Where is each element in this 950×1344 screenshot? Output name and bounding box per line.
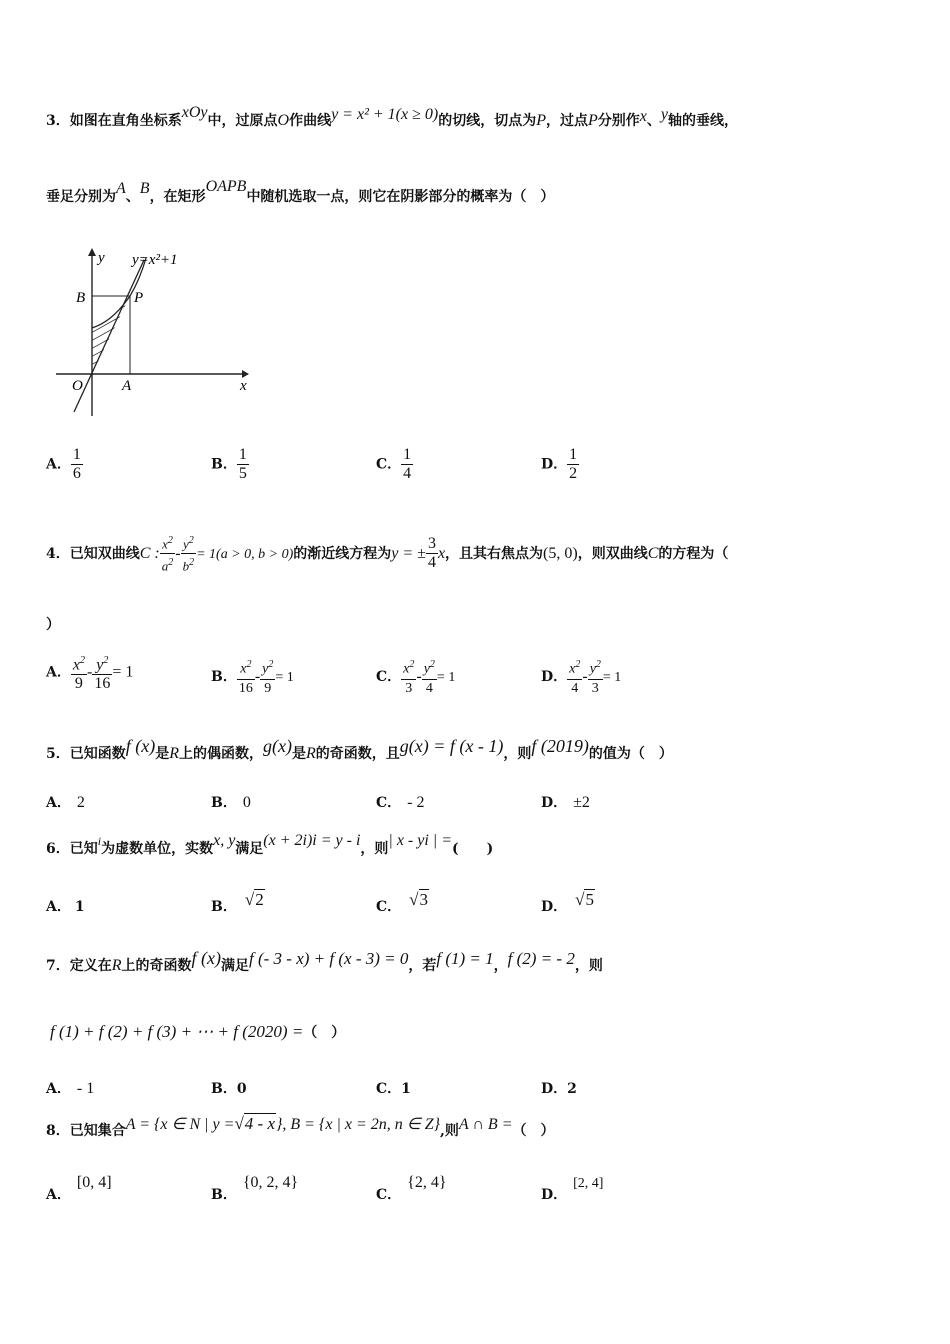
math: xOy — [181, 104, 208, 121]
denominator: 9 — [264, 680, 272, 696]
math: C — [647, 544, 659, 562]
option-letter: A． — [46, 1187, 71, 1203]
question-number: 4． — [46, 545, 70, 562]
denominator: 4 — [571, 680, 579, 696]
math: C : — [139, 544, 160, 562]
equals-one: = 1 — [275, 669, 294, 685]
text: 上的偶函数， — [179, 746, 264, 762]
denominator: 5 — [238, 465, 247, 482]
math: R — [169, 745, 180, 762]
math: (5, 0) — [543, 544, 578, 562]
option-letter: D． — [541, 899, 568, 915]
q7-option-a[interactable] — [46, 1078, 94, 1098]
option-letter: D． — [541, 1187, 568, 1203]
point-O-label: O — [72, 378, 83, 394]
math: f (1) + f (2) + f (3) + ⋯ + f (2020) = — [50, 1022, 304, 1041]
math: P — [536, 112, 546, 129]
q3-option-b[interactable] — [211, 446, 249, 483]
option-letter: B． — [211, 899, 237, 915]
fraction — [237, 446, 249, 483]
q5-option-c[interactable] — [376, 792, 424, 812]
equals-one: = 1 — [436, 669, 456, 685]
option-value: [2, 4] — [573, 1176, 604, 1191]
denominator: 4 — [425, 680, 433, 696]
x-axis-arrow-icon — [242, 370, 249, 378]
q6-option-b[interactable] — [211, 890, 265, 915]
math: y = ± — [391, 544, 426, 562]
text: ，在矩形 — [149, 189, 206, 205]
option-value: - 2 — [407, 794, 425, 811]
math: f (2) = - 2 — [507, 949, 575, 968]
option-letter: B． — [211, 668, 237, 685]
math: y = x² + 1(x ≥ 0) — [331, 106, 439, 123]
option-letter: A． — [46, 795, 71, 811]
math: B — [139, 180, 150, 197]
text: 的渐近线方程为 — [293, 545, 392, 562]
text: 分别作 — [597, 113, 640, 129]
math: g(x) = f (x - 1) — [399, 736, 504, 756]
curve-label: y=x²+1 — [132, 252, 178, 268]
math: R — [111, 957, 122, 974]
option-letter: B． — [211, 1081, 237, 1097]
q4-option-c[interactable]: C． $\frac{x^2}{3}$ - $\frac{y^2}{4}$ = 1 — [376, 656, 455, 698]
text: 已知集合 — [69, 1123, 126, 1139]
math: f (x) — [191, 948, 222, 968]
option-letter: A． — [46, 899, 71, 915]
option-value: 1 — [74, 899, 85, 915]
point-B-label: B — [76, 290, 86, 306]
text: （ ） — [303, 1025, 346, 1041]
text: 已知 — [69, 841, 98, 857]
text: 是 — [155, 746, 170, 762]
text: ,则 — [440, 1123, 459, 1139]
math: = 1(a > 0, b > 0) — [196, 546, 294, 562]
fraction — [401, 446, 413, 483]
option-letter: A． — [46, 1081, 71, 1097]
option-value: [0, 4] — [76, 1174, 112, 1191]
fraction: $\frac{x^2}{9}$ — [71, 652, 87, 693]
question-8 — [46, 1114, 555, 1140]
question-6 — [46, 832, 494, 858]
question-7-line-1 — [46, 948, 603, 975]
fraction: $\frac{x^2}{16}$ — [237, 656, 255, 698]
math: x — [639, 108, 647, 125]
numerator: 1 — [403, 446, 412, 463]
math: f (x) — [125, 736, 156, 756]
math: x, y — [213, 832, 236, 849]
q6-option-c[interactable] — [376, 890, 429, 915]
fraction: $\frac{y^2}{3}$ — [588, 656, 603, 698]
text: ，则双曲线 — [577, 545, 648, 562]
option-letter: B． — [211, 795, 237, 811]
math: A ∩ B = — [458, 1116, 513, 1133]
question-number: 7． — [46, 958, 70, 974]
q5-option-d[interactable] — [541, 792, 590, 812]
option-letter: B． — [211, 1187, 237, 1203]
option-letter: C． — [376, 899, 402, 915]
point-P-label: P — [134, 290, 144, 306]
option-letter: C． — [376, 795, 402, 811]
numerator: 1 — [72, 446, 81, 463]
option-letter: D． — [541, 795, 568, 811]
equals-one: = 1 — [112, 663, 134, 681]
text: 轴的垂线， — [668, 113, 738, 129]
math: A = {x ∈ N | y = — [125, 1116, 235, 1133]
text: ，且其右焦点为 — [445, 545, 544, 562]
question-3-line-2 — [46, 178, 555, 206]
text: ( ) — [452, 841, 494, 857]
q8-option-c[interactable] — [376, 1172, 447, 1203]
y-axis-label: y — [98, 250, 105, 266]
sqrt: √5 — [575, 890, 594, 909]
q7-option-c[interactable] — [376, 1078, 411, 1098]
math: }, B = {x | x = 2n, n ∈ Z} — [276, 1116, 440, 1133]
text: （ ） — [512, 1123, 555, 1139]
fraction: $\frac{x^2}{4}$ — [567, 656, 582, 698]
option-letter: C． — [376, 668, 402, 685]
q3-option-c[interactable] — [376, 446, 413, 483]
radicand: 5 — [585, 890, 594, 909]
equals-one: = 1 — [602, 669, 622, 685]
q4-option-a[interactable]: A． $\frac{x^2}{9}$ - $\frac{y^2}{16}$ = 1 — [46, 652, 133, 693]
fraction: $\frac{y^2}{9}$ — [260, 656, 275, 698]
fraction: $\frac{x^2}{a^2}$ — [160, 532, 176, 576]
fraction: $\frac{y^2}{4}$ — [422, 656, 437, 698]
fraction — [567, 446, 579, 483]
q5-option-a[interactable] — [46, 792, 85, 812]
sqrt: √2 — [244, 890, 264, 909]
question-4-line-2 — [46, 614, 60, 634]
q5-option-b[interactable] — [211, 792, 251, 812]
math: x — [437, 544, 446, 562]
math: OAPB — [205, 178, 247, 195]
math: f (- 3 - x) + f (x - 3) = 0 — [249, 949, 409, 968]
question-7-line-2 — [50, 1022, 345, 1042]
question-5 — [46, 736, 673, 763]
text: ， — [493, 958, 508, 974]
q7-option-d[interactable] — [541, 1078, 577, 1098]
text: 为虚数单位，实数 — [101, 841, 214, 857]
text: 中随机选取一点，则它在阴影部分的概率为（ ） — [246, 189, 555, 205]
q8-option-a[interactable] — [46, 1172, 112, 1203]
option-value: 2 — [567, 1081, 577, 1097]
option-letter: D． — [541, 456, 568, 473]
option-letter: C． — [376, 456, 402, 473]
q6-option-a[interactable] — [46, 896, 85, 916]
question-4-line-1: 4．已知双曲线C : $\frac{x^2}{a^2}$ - $\frac{y^2}{b^2}$ = 1(a > 0, b > 0)的渐近线方程为y = ± $\frac{3}{4}$ x，且其右焦点为(5, 0)，则双曲线C的方程为（ — [46, 532, 728, 576]
q4-option-b[interactable]: B． $\frac{x^2}{16}$ - $\frac{y^2}{9}$ = 1 — [211, 656, 294, 698]
text: ） — [46, 617, 60, 633]
tangent-figure — [52, 240, 262, 420]
option-letter: A． — [46, 664, 71, 681]
option-value: 2 — [76, 794, 85, 811]
text: 、 — [125, 189, 140, 205]
text: ，则 — [503, 746, 532, 762]
tangent-line — [74, 260, 144, 412]
text: ，则 — [360, 841, 389, 857]
text: 满足 — [235, 841, 264, 857]
numerator: 1 — [569, 446, 578, 463]
math: (x + 2i)i = y - i — [263, 832, 361, 849]
fraction — [71, 446, 83, 483]
y-axis-arrow-icon — [88, 248, 96, 256]
numerator: 3 — [427, 535, 436, 553]
math: f (2019) — [531, 736, 589, 756]
option-value: {0, 2, 4} — [242, 1174, 299, 1191]
point-A-label: A — [122, 378, 132, 394]
denominator: 6 — [72, 465, 81, 482]
q3-option-a[interactable] — [46, 446, 83, 483]
question-3-line-1 — [46, 104, 738, 130]
q8-option-b[interactable] — [211, 1172, 299, 1203]
option-value: 0 — [236, 1081, 247, 1097]
shaded-region — [82, 294, 132, 370]
text: 如图在直角坐标系 — [69, 113, 182, 129]
option-value: ±2 — [573, 794, 590, 811]
denominator: 3 — [591, 680, 599, 696]
math: A — [116, 180, 126, 197]
math: y — [660, 106, 668, 123]
q4-option-d[interactable]: D． $\frac{x^2}{4}$ - $\frac{y^2}{3}$ = 1 — [541, 656, 621, 698]
option-letter: A． — [46, 456, 71, 473]
text: 定义在 — [69, 958, 112, 974]
denominator: 16 — [94, 675, 111, 693]
option-letter: D． — [541, 668, 568, 685]
math: P — [588, 112, 598, 129]
math: f (1) = 1 — [436, 949, 494, 968]
text: 的切线，切点为 — [438, 113, 537, 129]
radicand: 2 — [255, 890, 264, 909]
fraction: $\frac{y^2}{b^2}$ — [181, 532, 197, 576]
q6-option-d[interactable] — [541, 890, 595, 915]
denominator: 3 — [405, 680, 413, 696]
radicand: 4 - x — [244, 1114, 275, 1133]
text: 的值为（ ） — [588, 746, 673, 762]
math: R — [306, 745, 316, 762]
math: O — [277, 112, 290, 129]
text: ，若 — [408, 958, 437, 974]
fraction: $\frac{x^2}{3}$ — [401, 656, 416, 698]
denominator: 4 — [403, 465, 412, 482]
text: 已知函数 — [69, 746, 126, 762]
question-number: 3． — [46, 113, 70, 129]
math: | x - yi | = — [388, 832, 452, 849]
text: 垂足分别为 — [46, 189, 116, 205]
option-value: 1 — [401, 1081, 411, 1097]
text: ，则 — [574, 958, 603, 974]
text: 上的奇函数 — [121, 958, 192, 974]
math: i — [97, 834, 102, 848]
sqrt: √4 - x — [234, 1114, 275, 1133]
x-axis-label: x — [240, 378, 247, 394]
text: 满足 — [221, 958, 250, 974]
text: 已知双曲线 — [69, 545, 140, 562]
denominator: 16 — [238, 680, 253, 696]
option-value: - 1 — [76, 1080, 95, 1097]
option-letter: B． — [211, 456, 237, 473]
text: 是 — [292, 746, 306, 762]
denominator: 2 — [569, 465, 578, 482]
text: 、 — [646, 113, 661, 129]
denominator: 4 — [427, 554, 436, 572]
text: ，过点 — [546, 113, 588, 129]
question-number: 5． — [46, 746, 70, 762]
numerator: 1 — [238, 446, 247, 463]
fraction: $\frac{y^2}{16}$ — [92, 652, 112, 693]
question-number: 6． — [46, 841, 70, 857]
q7-option-b[interactable] — [211, 1078, 247, 1098]
text: 作曲线 — [289, 113, 332, 129]
option-value: {2, 4} — [407, 1174, 447, 1191]
radicand: 3 — [419, 890, 428, 909]
denominator: 9 — [74, 675, 83, 693]
fraction — [426, 535, 438, 572]
text: 的方程为（ — [658, 545, 729, 562]
option-letter: D． — [541, 1081, 568, 1097]
q3-option-d[interactable] — [541, 446, 579, 483]
text: 的奇函数，且 — [315, 746, 400, 762]
option-letter: C． — [376, 1187, 402, 1203]
q8-option-d[interactable] — [541, 1172, 604, 1203]
math: g(x) — [263, 736, 292, 756]
option-letter: C． — [376, 1081, 402, 1097]
option-value: 0 — [242, 794, 251, 811]
question-number: 8． — [46, 1123, 70, 1139]
text: 中，过原点 — [207, 113, 278, 129]
sqrt: √3 — [409, 890, 428, 909]
